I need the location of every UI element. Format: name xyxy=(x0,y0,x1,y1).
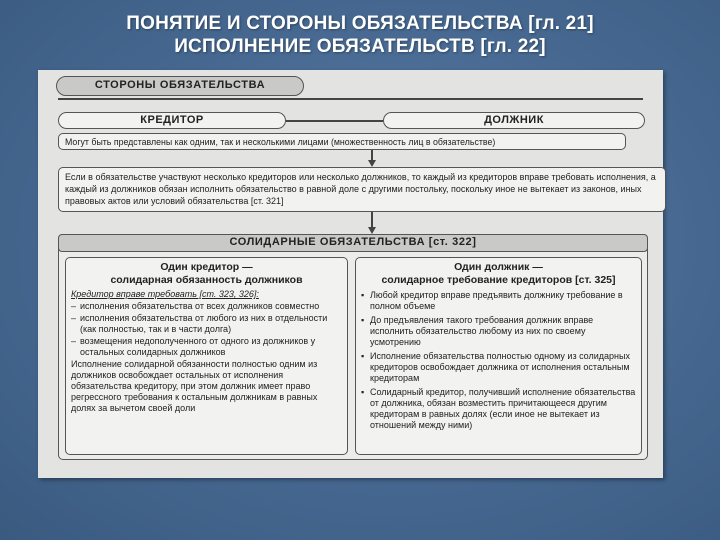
left-lead: Кредитор вправе требовать [ст. 323, 326]: xyxy=(71,289,259,299)
right-column xyxy=(355,257,642,455)
sides-header-label: СТОРОНЫ ОБЯЗАТЕЛЬСТВА xyxy=(94,79,266,91)
list-item-text: До предъявления такого требования должник вправе исполнить обязательство любому из них по своему усмотрению xyxy=(370,315,594,347)
left-column xyxy=(65,257,348,455)
list-item-text: Исполнение обязательства полностью одному из солидарных кредиторов освобождает должника от исполнения остальным кредиторам xyxy=(370,351,630,383)
sides-header xyxy=(56,76,304,96)
list-item xyxy=(71,336,342,358)
bullet-icon: – xyxy=(71,336,77,346)
list-item-text: исполнения обязательства от любого из них в отдельности (как полностью, так и в части долга) xyxy=(80,313,328,334)
bullet-icon: – xyxy=(71,301,77,311)
slide-title xyxy=(0,12,720,58)
plurality-note-text: Могут быть представлены как одним, так и несколькими лицами (множественность лиц в обязательстве) xyxy=(65,137,496,147)
list-item xyxy=(361,290,636,312)
diagram-sheet xyxy=(38,70,663,478)
left-footer: Исполнение солидарной обязанности полностью одним из должников освобождает остальных от исполнения обязательства кредитору, при этом должник имеет право регрессного требования к остальным должникам в равных долях за вычетом своей доли xyxy=(71,359,318,413)
bullet-icon: ▪ xyxy=(361,351,365,361)
right-title-2: солидарное требование кредиторов [ст. 325] xyxy=(381,274,616,286)
list-item-text: Любой кредитор вправе предъявить должнику требование в полном объеме xyxy=(370,290,623,311)
debtor-label: ДОЛЖНИК xyxy=(484,114,544,126)
creditor-debtor-connector xyxy=(286,120,383,122)
list-item xyxy=(361,315,636,348)
list-item-text: исполнения обязательства от всех должников совместно xyxy=(80,301,320,311)
bullet-icon: ▪ xyxy=(361,387,365,397)
bullet-icon: – xyxy=(71,313,77,323)
solidary-container xyxy=(58,234,648,460)
list-item xyxy=(71,313,342,335)
bullet-icon: ▪ xyxy=(361,315,365,325)
left-items xyxy=(71,301,342,358)
list-item-text: возмещения недополученного от одного из должников у остальных солидарных должников xyxy=(80,336,316,357)
right-items xyxy=(361,290,636,431)
title-line-2: ИСПОЛНЕНИЕ ОБЯЗАТЕЛЬСТВ [гл. 22] xyxy=(174,36,546,57)
list-item xyxy=(71,301,342,312)
shared-duty-text: Если в обязательстве участвуют несколько кредиторов или несколько должников, то каждый из кредиторов вправе требовать исполнения, а каждый из должников обязан исполнить обязательство в равной доле с другими постольку, поскольку иное не вытекает из законов, иных правовых актов или условий обязательства [ст. 321] xyxy=(65,172,656,206)
solidary-header-label: СОЛИДАРНЫЕ ОБЯЗАТЕЛЬСТВА [ст. 322] xyxy=(229,236,477,248)
arrow-2 xyxy=(368,227,376,234)
solidary-header xyxy=(58,234,648,252)
title-line-1: ПОНЯТИЕ И СТОРОНЫ ОБЯЗАТЕЛЬСТВА [гл. 21] xyxy=(126,13,594,34)
plurality-note xyxy=(58,133,626,150)
list-item xyxy=(361,351,636,384)
left-title-2: солидарная обязанность должников xyxy=(110,274,303,286)
list-item-text: Солидарный кредитор, получивший исполнение обязательства от должника, обязан возместить причитающееся другим кредиторам в равных долях (если иное не вытекает из отношений между ними) xyxy=(370,387,636,430)
debtor-box xyxy=(383,112,645,129)
left-title-1: Один кредитор — xyxy=(160,261,253,273)
shared-duty-box xyxy=(58,167,666,212)
arrow-1 xyxy=(368,160,376,167)
creditor-label: КРЕДИТОР xyxy=(140,114,204,126)
right-title-1: Один должник — xyxy=(454,261,543,273)
creditor-box xyxy=(58,112,286,129)
bullet-icon: ▪ xyxy=(361,290,365,300)
sides-header-line xyxy=(58,98,643,100)
list-item xyxy=(361,387,636,431)
